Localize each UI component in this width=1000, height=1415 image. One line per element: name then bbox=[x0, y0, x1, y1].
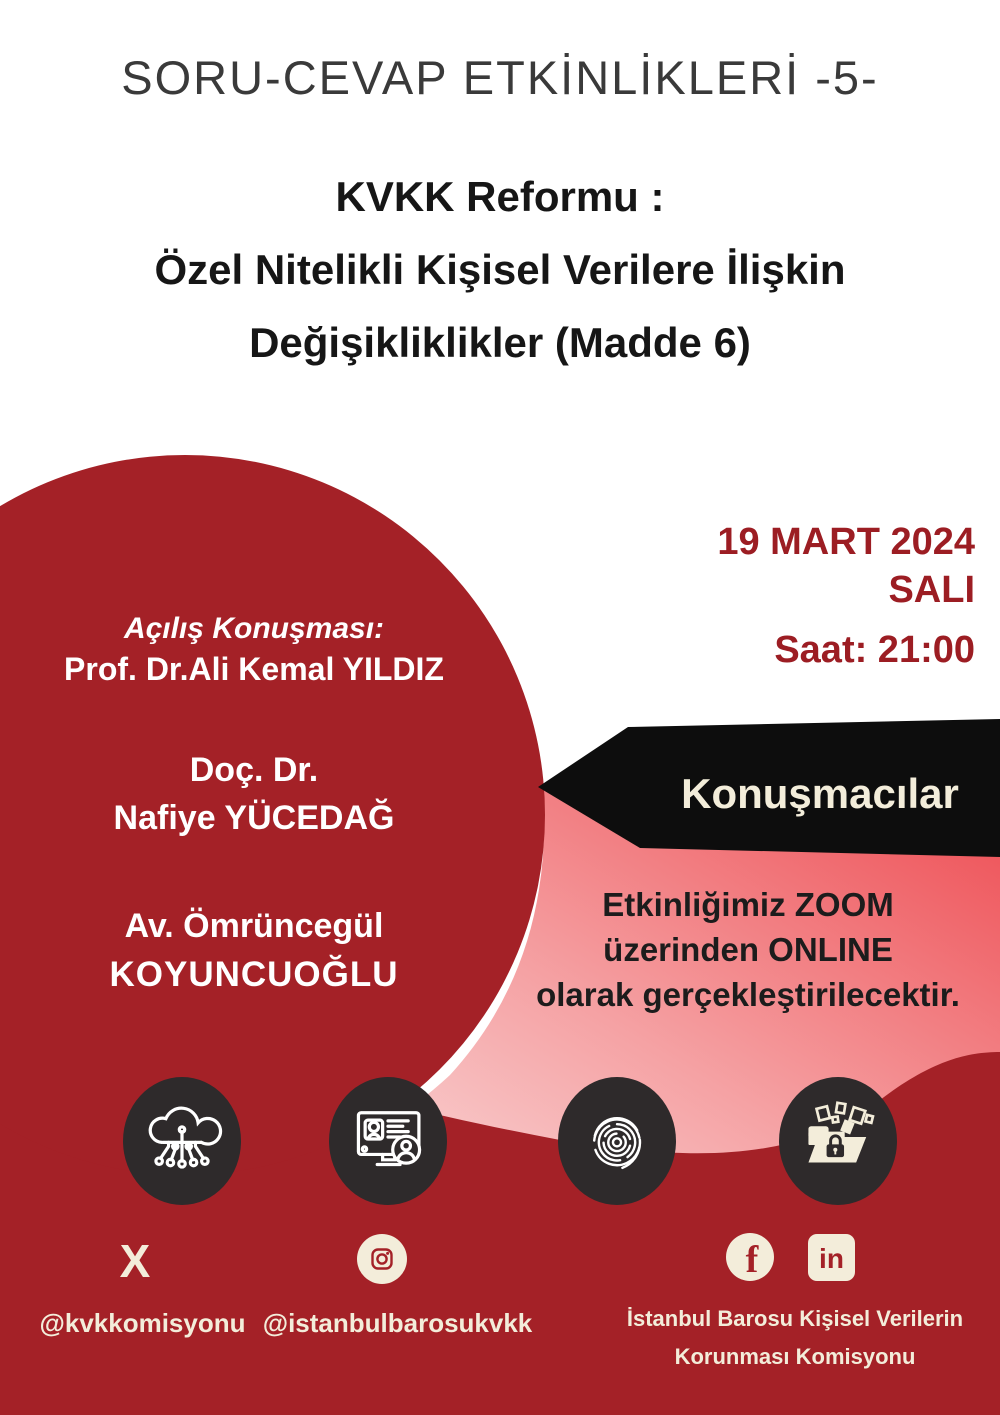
opening-speaker-name: Prof. Dr.Ali Kemal YILDIZ bbox=[64, 651, 444, 687]
speaker2-name: Nafiye YÜCEDAĞ bbox=[113, 799, 395, 837]
secure-folder-icon bbox=[795, 1098, 881, 1184]
facebook-icon bbox=[725, 1232, 775, 1287]
x-handle: @kvkkomisyonu bbox=[39, 1308, 246, 1338]
main-title bbox=[0, 160, 1000, 379]
svg-text:f: f bbox=[745, 1239, 759, 1281]
svg-text:in: in bbox=[819, 1243, 844, 1274]
monitor-id-badge bbox=[329, 1077, 447, 1205]
opening-speech-label: Açılış Konuşması: bbox=[123, 612, 385, 645]
secure-folder-badge bbox=[779, 1077, 897, 1205]
speaker3-name: KOYUNCUOĞLU bbox=[109, 955, 399, 994]
online-note bbox=[492, 882, 1000, 1017]
cloud-network-icon bbox=[139, 1098, 225, 1184]
main-title-line3: Değişikliklikler (Madde 6) bbox=[249, 319, 751, 366]
monitor-id-card-icon bbox=[345, 1098, 431, 1184]
cloud-network-badge bbox=[123, 1077, 241, 1205]
event-date: 19 MART 2024 bbox=[717, 521, 975, 563]
speaker3-title: Av. Ömrüncegül bbox=[124, 907, 384, 945]
online-note-line1: Etkinliğimiz ZOOM bbox=[602, 886, 894, 923]
linkedin-icon bbox=[808, 1234, 855, 1286]
speakers-banner-label: Konuşmacılar bbox=[681, 770, 959, 817]
online-note-line2: üzerinden ONLINE bbox=[603, 931, 893, 968]
fingerprint-icon bbox=[574, 1098, 660, 1184]
main-title-line1: KVKK Reformu : bbox=[335, 173, 665, 220]
series-title: SORU-CEVAP ETKİNLİKLERİ -5- bbox=[121, 51, 879, 104]
instagram-icon bbox=[356, 1233, 408, 1290]
event-date-block bbox=[717, 518, 975, 674]
main-title-line2: Özel Nitelikli Kişisel Verilere İlişkin bbox=[154, 246, 846, 293]
organization-name-line1: İstanbul Barosu Kişisel Verilerin bbox=[626, 1306, 964, 1331]
x-twitter-icon: X bbox=[119, 1235, 151, 1287]
event-time: Saat: 21:00 bbox=[774, 629, 975, 671]
online-note-line3: olarak gerçekleştirilecektir. bbox=[536, 976, 960, 1013]
fingerprint-badge bbox=[558, 1077, 676, 1205]
event-day: SALI bbox=[888, 569, 975, 611]
speaker2-title: Doç. Dr. bbox=[189, 751, 319, 789]
organization-name-line2: Korunması Komisyonu bbox=[674, 1344, 916, 1369]
instagram-handle: @istanbulbarosukvkk bbox=[262, 1308, 533, 1338]
